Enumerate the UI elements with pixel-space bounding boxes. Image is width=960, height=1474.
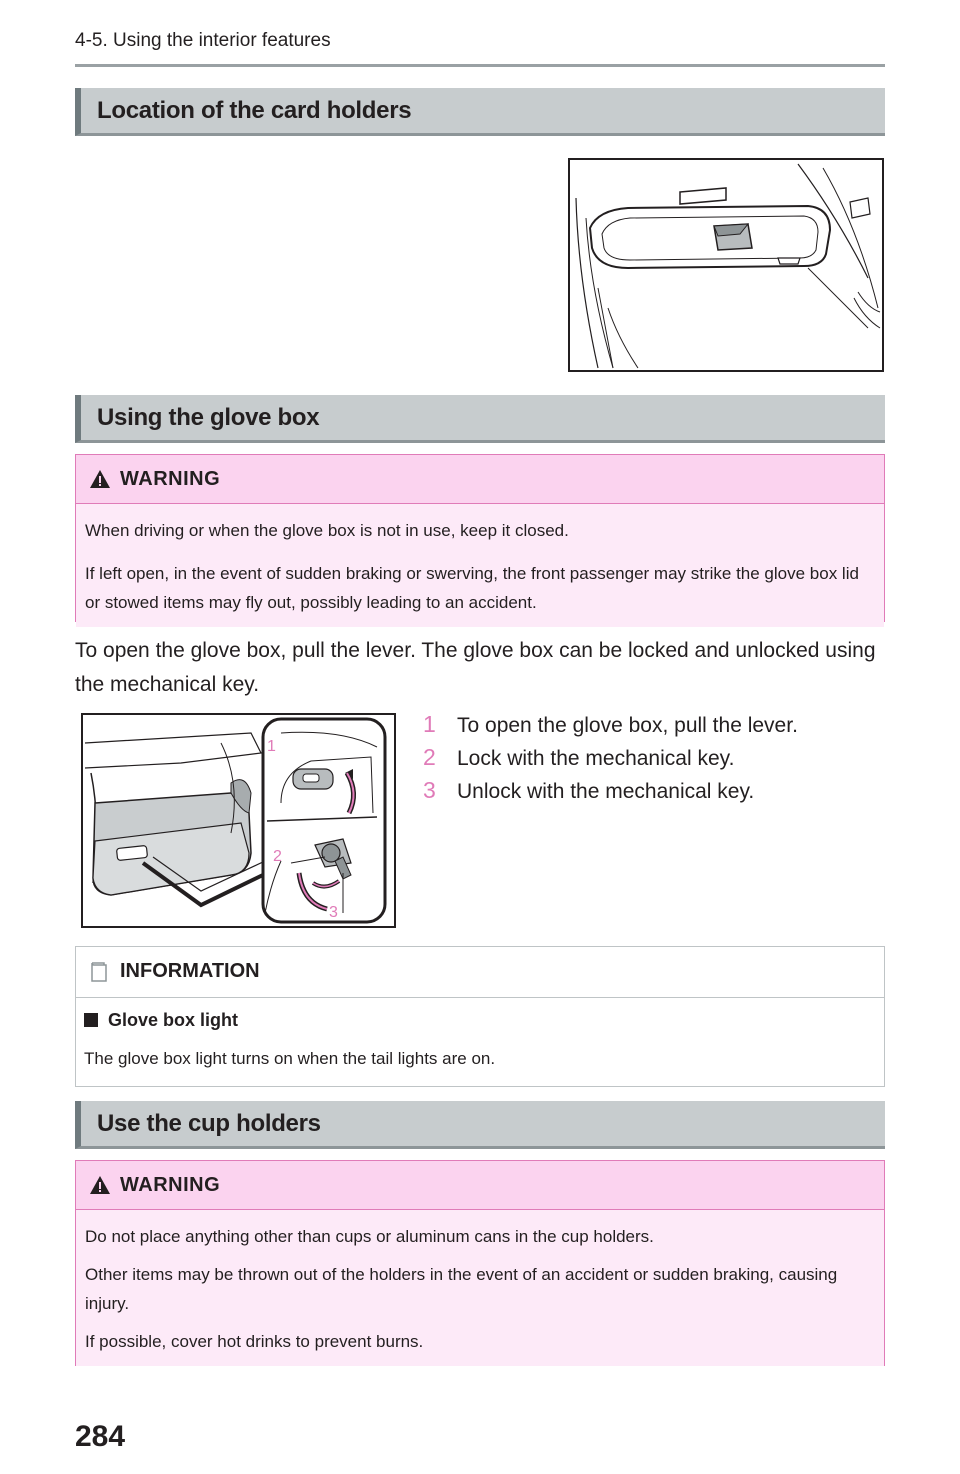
warning-paragraph: If left open, in the event of sudden braking or swerving, the front passenger may strike the glove box lid or stowed items may fly out, possibly leading to an accident. xyxy=(85,564,859,612)
square-bullet-icon xyxy=(84,1013,98,1027)
step-text: Unlock with the mechanical key. xyxy=(457,780,755,803)
warning-box-cup-holders xyxy=(75,1160,885,1366)
warning-body xyxy=(76,504,884,627)
warning-body xyxy=(76,1210,884,1366)
step-list xyxy=(423,708,798,807)
warning-label: WARNING xyxy=(120,468,221,490)
step-text: To open the glove box, pull the lever. xyxy=(457,714,798,737)
information-body xyxy=(76,998,884,1081)
glove-box-instructions: To open the glove box, pull the lever. The glove box can be locked and unlocked using the mechanical key. xyxy=(75,639,876,696)
section-title: Location of the card holders xyxy=(97,97,412,124)
callout-1: 1 xyxy=(267,738,276,755)
step-number: 2 xyxy=(423,744,436,770)
information-subheading xyxy=(84,1010,876,1031)
callout-3: 3 xyxy=(329,904,338,921)
warning-header xyxy=(76,455,884,504)
running-header: 4-5. Using the interior features xyxy=(75,30,331,51)
warning-header xyxy=(76,1161,884,1210)
information-label: INFORMATION xyxy=(120,960,260,982)
information-book-icon xyxy=(90,961,108,983)
callout-2: 2 xyxy=(273,848,282,865)
section-title: Use the cup holders xyxy=(97,1110,321,1137)
section-title: Using the glove box xyxy=(97,404,320,431)
warning-box-glove-box xyxy=(75,454,885,622)
warning-paragraph: When driving or when the glove box is not in use, keep it closed. xyxy=(85,521,569,540)
step-text: Lock with the mechanical key. xyxy=(457,747,735,770)
step-item xyxy=(423,708,798,741)
warning-paragraph: Other items may be thrown out of the holders in the event of an accident or sudden braking, causing injury. xyxy=(85,1265,838,1313)
step-number: 1 xyxy=(423,711,436,737)
section-heading-card-holders xyxy=(75,88,885,136)
section-heading-cup-holders xyxy=(75,1101,885,1149)
glove-box-illustration xyxy=(81,713,396,928)
warning-label: WARNING xyxy=(120,1174,221,1196)
section-heading-glove-box xyxy=(75,395,885,443)
warning-paragraph: If possible, cover hot drinks to prevent burns. xyxy=(85,1332,424,1351)
step-item xyxy=(423,741,798,774)
step-number: 3 xyxy=(423,777,436,803)
information-box xyxy=(75,946,885,1087)
subheading-text: Glove box light xyxy=(108,1010,239,1030)
step-item xyxy=(423,774,798,807)
card-holder-illustration xyxy=(568,158,884,372)
page-number: 284 xyxy=(75,1420,126,1453)
header-rule xyxy=(75,64,885,67)
information-header xyxy=(76,947,884,998)
warning-paragraph: Do not place anything other than cups or aluminum cans in the cup holders. xyxy=(85,1227,654,1246)
warning-triangle-icon xyxy=(89,469,111,489)
information-text: The glove box light turns on when the tail lights are on. xyxy=(84,1049,496,1068)
warning-triangle-icon xyxy=(89,1175,111,1195)
